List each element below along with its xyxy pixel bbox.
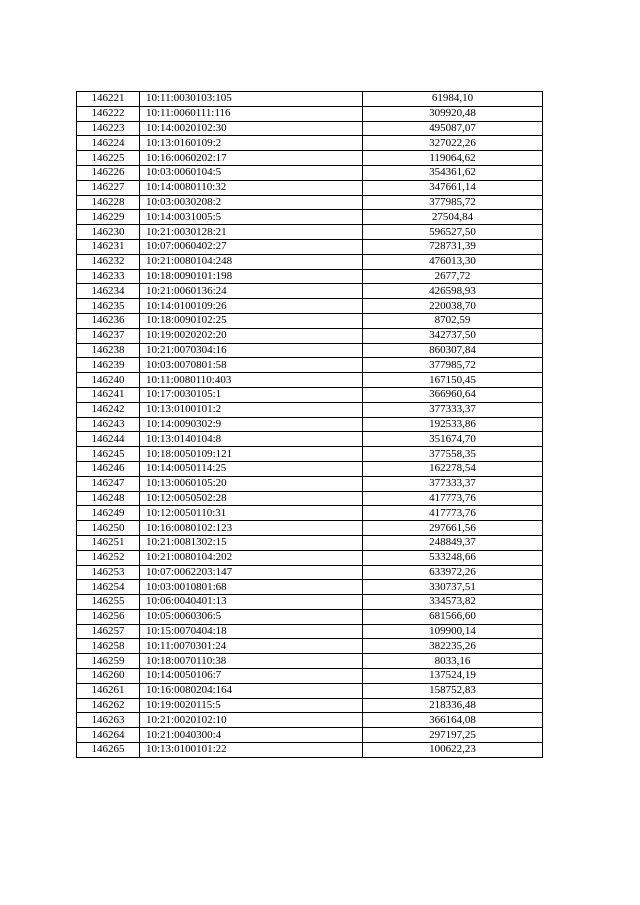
cadastral-value-cell: 377985,72 (363, 358, 543, 373)
row-number-cell: 146264 (77, 728, 140, 743)
cadastral-value-cell: 417773,76 (363, 491, 543, 506)
cadastral-value-cell: 366164,08 (363, 713, 543, 728)
table-row (77, 669, 543, 684)
cadastral-value-cell: 382235,26 (363, 639, 543, 654)
table-row (77, 387, 543, 402)
row-number-cell: 146235 (77, 299, 140, 314)
table-row (77, 698, 543, 713)
cadastral-number-cell: 10:16:0060202:17 (140, 151, 363, 166)
table-row (77, 535, 543, 550)
table-row (77, 447, 543, 462)
cadastral-value-cell: 633972,26 (363, 565, 543, 580)
table-row (77, 506, 543, 521)
cadastral-value-cell: 192533,86 (363, 417, 543, 432)
table-row (77, 550, 543, 565)
row-number-cell: 146261 (77, 683, 140, 698)
row-number-cell: 146253 (77, 565, 140, 580)
table-row (77, 180, 543, 195)
cadastral-number-cell: 10:13:0100101:22 (140, 743, 363, 758)
table-row (77, 624, 543, 639)
cadastral-number-cell: 10:17:0030105:1 (140, 387, 363, 402)
cadastral-number-cell: 10:14:0090302:9 (140, 417, 363, 432)
row-number-cell: 146265 (77, 743, 140, 758)
table-row (77, 358, 543, 373)
row-number-cell: 146225 (77, 151, 140, 166)
cadastral-value-cell: 334573,82 (363, 595, 543, 610)
table-row (77, 254, 543, 269)
row-number-cell: 146254 (77, 580, 140, 595)
cadastral-number-cell: 10:07:0060402:27 (140, 239, 363, 254)
cadastral-number-cell: 10:13:0100101:2 (140, 402, 363, 417)
cadastral-value-cell: 109900,14 (363, 624, 543, 639)
row-number-cell: 146245 (77, 447, 140, 462)
cadastral-value-cell: 377333,37 (363, 476, 543, 491)
cadastral-number-cell: 10:12:0050502:28 (140, 491, 363, 506)
cadastral-value-cell: 354361,62 (363, 165, 543, 180)
table-row (77, 151, 543, 166)
row-number-cell: 146231 (77, 239, 140, 254)
table-row (77, 92, 543, 107)
cadastral-number-cell: 10:11:0080110:403 (140, 373, 363, 388)
cadastral-value-cell: 248849,37 (363, 535, 543, 550)
cadastral-value-cell: 681566,60 (363, 609, 543, 624)
cadastral-number-cell: 10:18:0070110:38 (140, 654, 363, 669)
table-row (77, 476, 543, 491)
cadastral-number-cell: 10:15:0070404:18 (140, 624, 363, 639)
cadastral-number-cell: 10:21:0080104:248 (140, 254, 363, 269)
table-row (77, 343, 543, 358)
cadastral-number-cell: 10:21:0040300:4 (140, 728, 363, 743)
cadastral-value-cell: 351674,70 (363, 432, 543, 447)
row-number-cell: 146248 (77, 491, 140, 506)
cadastral-value-table (76, 91, 543, 758)
cadastral-value-cell: 377558,35 (363, 447, 543, 462)
table-row (77, 136, 543, 151)
row-number-cell: 146259 (77, 654, 140, 669)
row-number-cell: 146230 (77, 225, 140, 240)
row-number-cell: 146249 (77, 506, 140, 521)
cadastral-number-cell: 10:16:0080204:164 (140, 683, 363, 698)
row-number-cell: 146223 (77, 121, 140, 136)
table-row (77, 743, 543, 758)
cadastral-value-cell: 377985,72 (363, 195, 543, 210)
cadastral-value-cell: 377333,37 (363, 402, 543, 417)
cadastral-number-cell: 10:21:0081302:15 (140, 535, 363, 550)
row-number-cell: 146229 (77, 210, 140, 225)
cadastral-number-cell: 10:13:0060105:20 (140, 476, 363, 491)
cadastral-number-cell: 10:14:0050106:7 (140, 669, 363, 684)
cadastral-number-cell: 10:03:0070801:58 (140, 358, 363, 373)
cadastral-value-cell: 728731,39 (363, 239, 543, 254)
cadastral-value-cell: 309920,48 (363, 106, 543, 121)
table-row (77, 521, 543, 536)
row-number-cell: 146242 (77, 402, 140, 417)
cadastral-value-cell: 327022,26 (363, 136, 543, 151)
table-row (77, 580, 543, 595)
cadastral-value-cell: 61984,10 (363, 92, 543, 107)
row-number-cell: 146241 (77, 387, 140, 402)
cadastral-value-cell: 220038,70 (363, 299, 543, 314)
cadastral-number-cell: 10:18:0090101:198 (140, 269, 363, 284)
cadastral-value-cell: 167150,45 (363, 373, 543, 388)
row-number-cell: 146250 (77, 521, 140, 536)
row-number-cell: 146232 (77, 254, 140, 269)
cadastral-number-cell: 10:21:0030128:21 (140, 225, 363, 240)
table-row (77, 595, 543, 610)
cadastral-value-cell: 342737,50 (363, 328, 543, 343)
cadastral-number-cell: 10:18:0090102:25 (140, 313, 363, 328)
cadastral-number-cell: 10:12:0050110:31 (140, 506, 363, 521)
table-row (77, 373, 543, 388)
row-number-cell: 146228 (77, 195, 140, 210)
cadastral-value-cell: 860307,84 (363, 343, 543, 358)
cadastral-number-cell: 10:13:0160109:2 (140, 136, 363, 151)
cadastral-value-cell: 8033,16 (363, 654, 543, 669)
row-number-cell: 146234 (77, 284, 140, 299)
table-row (77, 225, 543, 240)
table-row (77, 313, 543, 328)
row-number-cell: 146246 (77, 461, 140, 476)
table-row (77, 106, 543, 121)
cadastral-value-cell: 137524,19 (363, 669, 543, 684)
cadastral-number-cell: 10:11:0060111:116 (140, 106, 363, 121)
row-number-cell: 146237 (77, 328, 140, 343)
row-number-cell: 146240 (77, 373, 140, 388)
row-number-cell: 146227 (77, 180, 140, 195)
cadastral-value-cell: 533248,66 (363, 550, 543, 565)
cadastral-value-cell: 8702,59 (363, 313, 543, 328)
cadastral-value-cell: 158752,83 (363, 683, 543, 698)
cadastral-value-cell: 366960,64 (363, 387, 543, 402)
cadastral-value-cell: 476013,30 (363, 254, 543, 269)
row-number-cell: 146251 (77, 535, 140, 550)
cadastral-number-cell: 10:14:0080110:32 (140, 180, 363, 195)
cadastral-number-cell: 10:21:0020102:10 (140, 713, 363, 728)
table-row (77, 683, 543, 698)
table-row (77, 328, 543, 343)
cadastral-number-cell: 10:14:0050114:25 (140, 461, 363, 476)
row-number-cell: 146262 (77, 698, 140, 713)
table-row (77, 713, 543, 728)
row-number-cell: 146260 (77, 669, 140, 684)
table-row (77, 402, 543, 417)
table-row (77, 639, 543, 654)
cadastral-number-cell: 10:21:0080104:202 (140, 550, 363, 565)
row-number-cell: 146263 (77, 713, 140, 728)
cadastral-value-cell: 426598,93 (363, 284, 543, 299)
row-number-cell: 146236 (77, 313, 140, 328)
row-number-cell: 146247 (77, 476, 140, 491)
cadastral-number-cell: 10:11:0030103:105 (140, 92, 363, 107)
table-row (77, 609, 543, 624)
cadastral-number-cell: 10:06:0040401:13 (140, 595, 363, 610)
cadastral-value-cell: 347661,14 (363, 180, 543, 195)
table-row (77, 165, 543, 180)
cadastral-number-cell: 10:14:0020102:30 (140, 121, 363, 136)
table-row (77, 728, 543, 743)
row-number-cell: 146258 (77, 639, 140, 654)
row-number-cell: 146243 (77, 417, 140, 432)
cadastral-number-cell: 10:03:0030208:2 (140, 195, 363, 210)
cadastral-number-cell: 10:03:0060104:5 (140, 165, 363, 180)
cadastral-value-cell: 297197,25 (363, 728, 543, 743)
cadastral-number-cell: 10:21:0070304:16 (140, 343, 363, 358)
row-number-cell: 146244 (77, 432, 140, 447)
row-number-cell: 146222 (77, 106, 140, 121)
cadastral-value-cell: 119064,62 (363, 151, 543, 166)
row-number-cell: 146257 (77, 624, 140, 639)
table-body (77, 92, 543, 758)
cadastral-number-cell: 10:14:0100109:26 (140, 299, 363, 314)
row-number-cell: 146224 (77, 136, 140, 151)
cadastral-number-cell: 10:13:0140104:8 (140, 432, 363, 447)
cadastral-value-cell: 162278,54 (363, 461, 543, 476)
row-number-cell: 146255 (77, 595, 140, 610)
cadastral-value-cell: 330737,51 (363, 580, 543, 595)
table-row (77, 491, 543, 506)
cadastral-number-cell: 10:16:0080102:123 (140, 521, 363, 536)
table-row (77, 432, 543, 447)
cadastral-number-cell: 10:14:0031005:5 (140, 210, 363, 225)
row-number-cell: 146226 (77, 165, 140, 180)
cadastral-number-cell: 10:21:0060136:24 (140, 284, 363, 299)
cadastral-number-cell: 10:03:0010801:68 (140, 580, 363, 595)
table-row (77, 284, 543, 299)
table-row (77, 417, 543, 432)
table-row (77, 654, 543, 669)
table-row (77, 210, 543, 225)
table-row (77, 195, 543, 210)
row-number-cell: 146239 (77, 358, 140, 373)
cadastral-value-cell: 27504,84 (363, 210, 543, 225)
cadastral-number-cell: 10:19:0020202:20 (140, 328, 363, 343)
cadastral-number-cell: 10:11:0070301:24 (140, 639, 363, 654)
cadastral-number-cell: 10:19:0020115:5 (140, 698, 363, 713)
table-row (77, 269, 543, 284)
table-row (77, 461, 543, 476)
row-number-cell: 146252 (77, 550, 140, 565)
cadastral-number-cell: 10:05:0060306:5 (140, 609, 363, 624)
row-number-cell: 146238 (77, 343, 140, 358)
cadastral-value-cell: 495087,07 (363, 121, 543, 136)
cadastral-value-cell: 297661,56 (363, 521, 543, 536)
cadastral-value-cell: 596527,50 (363, 225, 543, 240)
row-number-cell: 146221 (77, 92, 140, 107)
row-number-cell: 146256 (77, 609, 140, 624)
table-row (77, 565, 543, 580)
cadastral-value-cell: 417773,76 (363, 506, 543, 521)
row-number-cell: 146233 (77, 269, 140, 284)
cadastral-number-cell: 10:18:0050109:121 (140, 447, 363, 462)
table-row (77, 239, 543, 254)
cadastral-value-cell: 100622,23 (363, 743, 543, 758)
cadastral-value-cell: 2677,72 (363, 269, 543, 284)
cadastral-number-cell: 10:07:0062203:147 (140, 565, 363, 580)
cadastral-value-cell: 218336,48 (363, 698, 543, 713)
table-row (77, 121, 543, 136)
table-row (77, 299, 543, 314)
